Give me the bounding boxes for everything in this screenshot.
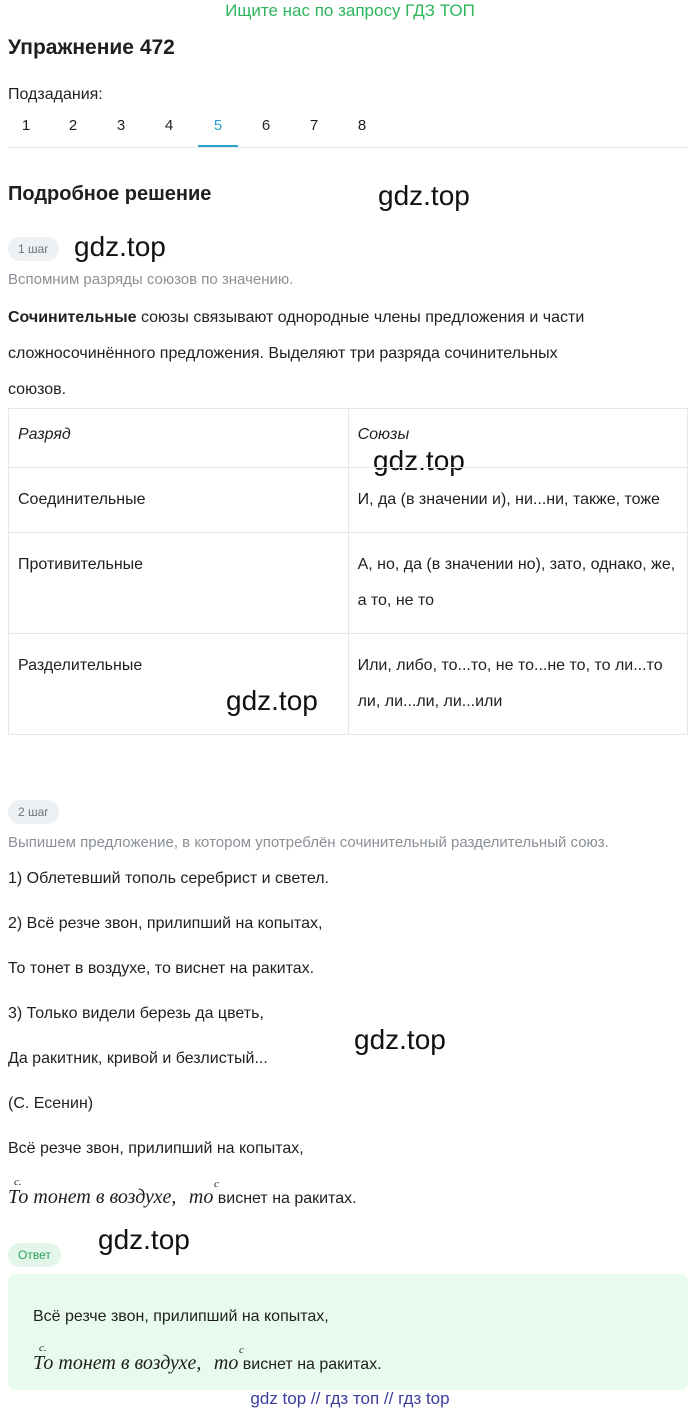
text-line: То тонет в воздухе, то виснет на ракитах. bbox=[8, 960, 315, 977]
handwritten-text: То тонет в воздухе, bbox=[8, 1186, 177, 1208]
watermark: gdz.top bbox=[98, 1224, 190, 1255]
watermark: gdz.top bbox=[74, 231, 166, 262]
watermark: gdz.top bbox=[378, 180, 470, 211]
top-banner: Ищите нас по запросу ГДЗ ТОП bbox=[225, 1, 475, 20]
tab-subtask-2[interactable]: 2 bbox=[68, 117, 78, 134]
text-line: Да ракитник, кривой и безлистый... bbox=[8, 1050, 268, 1067]
table-header-row bbox=[9, 409, 688, 468]
table-cell: Или, либо, то...то, не то...не то, то ли...то ли, ли...ли, ли...или bbox=[348, 634, 687, 735]
paragraph-text: союзы связывают однородные члены предложения и части bbox=[136, 309, 585, 326]
answer-badge: Ответ bbox=[8, 1243, 61, 1267]
watermark: gdz.top bbox=[373, 445, 465, 476]
footer-links[interactable]: gdz top // гдз топ // гдз top bbox=[250, 1389, 450, 1408]
syntax-mark: с bbox=[214, 1178, 219, 1190]
table-header: Разряд bbox=[9, 409, 349, 468]
handwritten-text: то bbox=[188, 1186, 214, 1208]
subtasks-label: Подзадания: bbox=[8, 86, 103, 103]
table-row bbox=[9, 468, 688, 533]
handwritten-text: То тонет в воздухе, bbox=[33, 1352, 202, 1374]
text-line: 3) Только видели березь да цветь, bbox=[8, 1005, 264, 1022]
paragraph-text: сложносочинённого предложения. Выделяют три разряда сочинительных bbox=[8, 345, 558, 362]
section-title: Подробное решение bbox=[8, 183, 212, 205]
step-badge: 1 шаг bbox=[8, 237, 59, 261]
tab-subtask-6[interactable]: 6 bbox=[261, 117, 271, 134]
tab-subtask-4[interactable]: 4 bbox=[164, 117, 174, 134]
text-line: (С. Есенин) bbox=[8, 1095, 94, 1112]
paragraph-text: союзов. bbox=[8, 381, 67, 398]
step-badge: 2 шаг bbox=[8, 800, 59, 824]
text-line: 2) Всё резче звон, прилипший на копытах, bbox=[8, 915, 323, 932]
annotated-line bbox=[33, 1342, 382, 1380]
page-title: Упражнение 472 bbox=[8, 36, 175, 59]
answer-box bbox=[8, 1274, 688, 1390]
step-hint: Выпишем предложение, в котором употреблён сочинительный разделительный союз. bbox=[8, 834, 609, 851]
table-cell: Противительные bbox=[9, 533, 349, 634]
subtasks-tabs bbox=[8, 116, 688, 148]
handwritten-text: то bbox=[213, 1352, 239, 1374]
syntax-mark: с. bbox=[39, 1342, 47, 1354]
watermark: gdz.top bbox=[354, 1024, 446, 1055]
table-header: Союзы bbox=[348, 409, 687, 468]
text-line: виснет на ракитах. bbox=[213, 1190, 357, 1207]
syntax-mark: с bbox=[239, 1344, 244, 1356]
watermark: gdz.top bbox=[226, 685, 318, 716]
table-cell: А, но, да (в значении но), зато, однако, же, а то, не то bbox=[348, 533, 687, 634]
answer-line: виснет на ракитах. bbox=[238, 1356, 382, 1373]
table-cell: И, да (в значении и), ни...ни, также, тоже bbox=[348, 468, 687, 533]
table-row bbox=[9, 533, 688, 634]
tab-subtask-3[interactable]: 3 bbox=[116, 117, 126, 134]
text-line: Всё резче звон, прилипший на копытах, bbox=[8, 1140, 304, 1157]
conjunctions-table bbox=[8, 408, 688, 735]
table-row bbox=[9, 634, 688, 735]
tab-subtask-7[interactable]: 7 bbox=[309, 117, 319, 134]
table-cell: Разделительные bbox=[9, 634, 349, 735]
tab-subtask-8[interactable]: 8 bbox=[357, 117, 367, 134]
tab-subtask-1[interactable]: 1 bbox=[21, 117, 31, 134]
term-bold: Сочинительные bbox=[8, 309, 137, 326]
tab-subtask-5[interactable]: 5 bbox=[198, 116, 238, 147]
annotated-line bbox=[8, 1176, 357, 1214]
table-cell: Соединительные bbox=[9, 468, 349, 533]
answer-line: Всё резче звон, прилипший на копытах, bbox=[33, 1308, 329, 1325]
step-hint: Вспомним разряды союзов по значению. bbox=[8, 271, 294, 288]
syntax-mark: с. bbox=[14, 1176, 22, 1188]
step-paragraph bbox=[8, 300, 688, 408]
text-line: 1) Облетевший тополь серебрист и светел. bbox=[8, 870, 329, 887]
